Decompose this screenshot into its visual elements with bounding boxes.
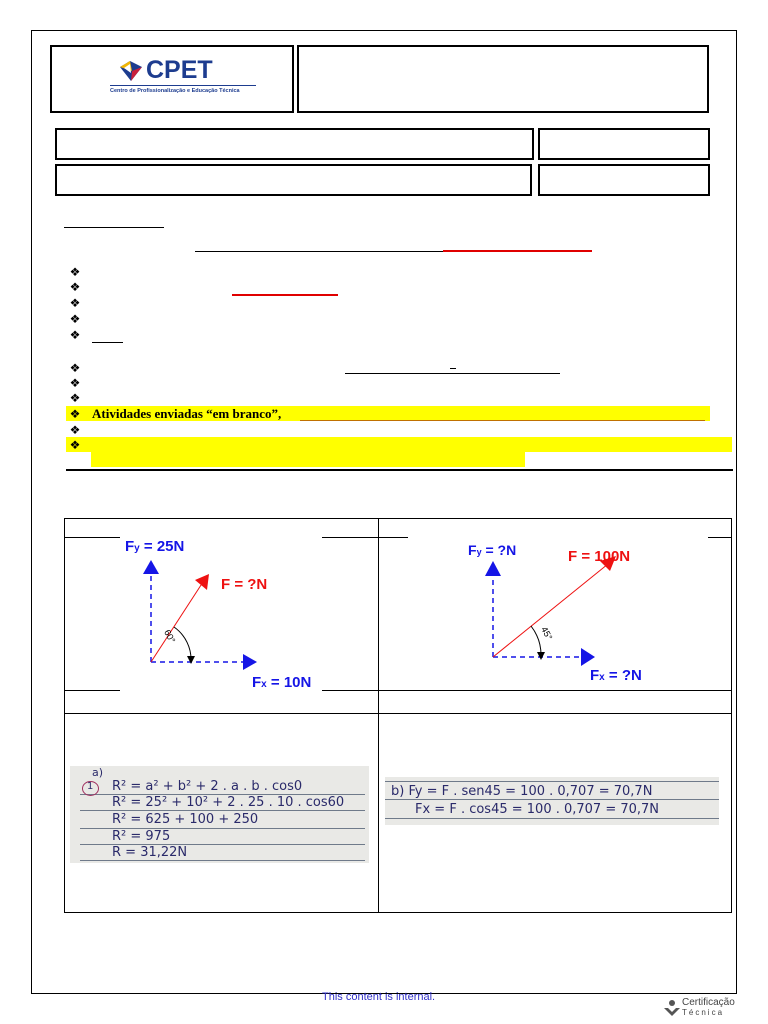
highlight-bar <box>91 452 525 467</box>
bullet-underline <box>345 373 560 374</box>
label-cell-b <box>378 690 732 714</box>
vector-diagram-b <box>408 534 708 690</box>
internal-notice: This content is internal. <box>322 991 436 1003</box>
bullet-icon: ❖ <box>69 376 81 390</box>
course-box <box>55 164 532 196</box>
answer-a-line: R² = 25² + 10² + 2 . 25 . 10 . cos60 <box>112 795 345 810</box>
certification-badge <box>662 997 752 1019</box>
fy-label-a: Fy = 25N <box>125 538 185 555</box>
section-separator <box>66 469 733 471</box>
label-cell-a <box>64 690 379 714</box>
instruction-underline <box>195 251 443 252</box>
logo-divider <box>110 85 256 86</box>
f-label-b: F = 100N <box>568 548 631 565</box>
answer-photo-b <box>385 777 719 825</box>
bullet-icon: ❖ <box>69 391 81 405</box>
figure-b <box>408 534 708 690</box>
logo-subtitle: Centro de Profissionalização e Educação Técnica <box>110 88 240 94</box>
logo-text: CPET <box>146 56 213 84</box>
answer-a-circled: 1 <box>87 781 94 792</box>
ruled-line <box>80 860 365 861</box>
cert-line1: Certificação <box>682 997 735 1008</box>
warning-underline <box>300 420 705 421</box>
grade-box <box>538 164 710 196</box>
vector-diagram-a <box>120 534 322 692</box>
bullet-icon: ❖ <box>69 361 81 375</box>
answer-a-line: R² = 625 + 100 + 250 <box>112 812 259 827</box>
angle-label-a: 60° <box>162 628 178 645</box>
bullet-icon: ❖ <box>69 423 81 437</box>
answer-a-line: R = 31,22N <box>112 845 188 860</box>
cert-line2: Técnica <box>682 1008 725 1017</box>
student-name-box <box>55 128 534 160</box>
ruled-line <box>80 810 365 811</box>
f-label-a: F = ?N <box>221 576 268 593</box>
bullet-dash <box>450 368 456 369</box>
bullet-icon: ❖ <box>69 296 81 310</box>
angle-label-b: 45° <box>539 625 555 642</box>
answer-photo-a <box>70 766 369 863</box>
logo-box <box>50 45 294 113</box>
bullet-icon: ❖ <box>69 407 81 421</box>
fy-label-b: Fy = ?N <box>468 542 517 558</box>
instruction-red-underline <box>443 250 592 252</box>
ruled-line <box>385 781 719 782</box>
fx-label-a: Fx = 10N <box>252 674 312 691</box>
answer-a-line: R² = 975 <box>112 829 171 844</box>
ruled-line <box>385 818 719 819</box>
bullet-underline <box>92 342 123 343</box>
bullet-icon: ❖ <box>69 312 81 326</box>
answer-a-tag: a) <box>92 766 104 779</box>
certification-icon <box>662 998 682 1018</box>
instructions-heading-underline <box>64 227 164 228</box>
title-box <box>297 45 709 113</box>
answer-b-line: b) Fy = F . sen45 = 100 . 0,707 = 70,7N <box>391 784 653 799</box>
highlight-bar <box>66 437 732 452</box>
bullet-icon: ❖ <box>69 328 81 342</box>
blank-activities-warning: Atividades enviadas “em branco”, <box>92 406 282 421</box>
bullet-icon: ❖ <box>69 438 81 452</box>
bullet-icon: ❖ <box>69 265 81 279</box>
bullet-red-underline <box>232 294 338 296</box>
bullet-icon: ❖ <box>69 280 81 294</box>
answer-a-line: R² = a² + b² + 2 . a . b . cos0 <box>112 779 303 794</box>
answer-b-line: Fx = F . cos45 = 100 . 0,707 = 70,7N <box>415 802 660 817</box>
figure-a <box>120 534 322 692</box>
date-box <box>538 128 710 160</box>
cpet-logo-icon <box>118 59 144 83</box>
ruled-line <box>385 799 719 800</box>
fx-label-b: Fx = ?N <box>590 667 642 684</box>
